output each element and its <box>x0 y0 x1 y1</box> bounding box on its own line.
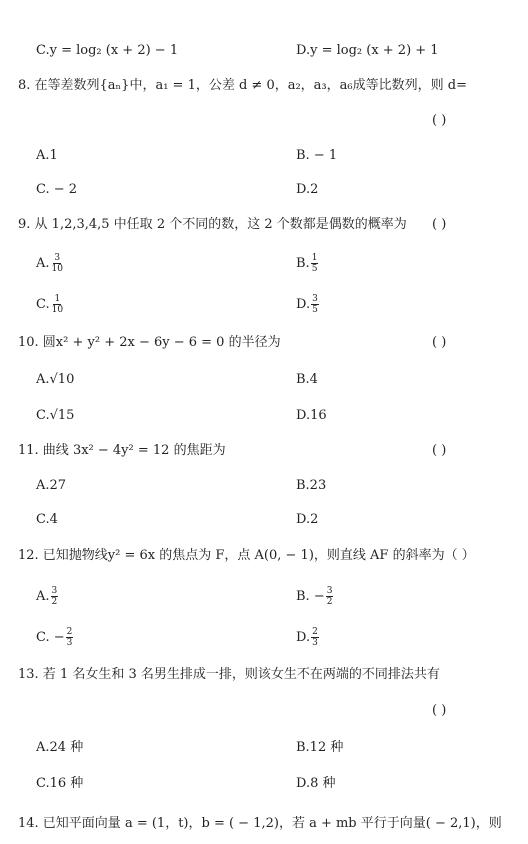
fraction-denominator: 10 <box>51 264 63 274</box>
q10-stem-row <box>0 332 528 354</box>
q8-options-row-cd <box>0 179 528 201</box>
q11-option-d: D.2 <box>296 512 319 527</box>
q8-paren-row <box>0 110 528 132</box>
q14-stem-row <box>0 813 528 835</box>
fraction-denominator: 2 <box>51 597 58 607</box>
q8-option-d: D.2 <box>296 182 319 197</box>
q8-stem-row <box>0 75 528 97</box>
fraction-denominator: 10 <box>51 305 64 315</box>
q9-option-d-label: D. <box>296 297 311 312</box>
q11-option-b: B.23 <box>296 478 327 493</box>
q12-option-a <box>36 584 58 610</box>
q12-option-b-label: B. − <box>296 589 325 604</box>
q13-option-b: B.12 种 <box>296 740 344 755</box>
q7-option-d: D.y = log₂ (x + 2) + 1 <box>296 43 439 58</box>
q11-stem-row <box>0 440 528 462</box>
q10-options-row-cd <box>0 405 528 427</box>
q10-options-row-ab <box>0 369 528 391</box>
q9-option-c-label: C. <box>36 297 50 312</box>
fraction-numerator: 1 <box>54 294 61 304</box>
q9-stem: 9. 从 1,2,3,4,5 中任取 2 个不同的数，这 2 个数都是偶数的概率为 <box>18 217 407 232</box>
q13-stem: 13. 若 1 名女生和 3 名男生排成一排，则该女生不在两端的不同排法共有 <box>18 667 440 682</box>
q10-option-a: A.√10 <box>36 372 75 387</box>
q8-options-row-ab <box>0 145 528 167</box>
q11-stem: 11. 曲线 3x² − 4y² = 12 的焦距为 <box>18 443 226 458</box>
fraction-numerator: 2 <box>66 627 73 637</box>
q12-option-c-label: C. − <box>36 630 65 645</box>
q13-answer-blank: ( ) <box>432 703 447 718</box>
q8-answer-blank: ( ) <box>432 113 447 128</box>
q10-option-d: D.16 <box>296 408 327 423</box>
q13-options-row-cd <box>0 773 528 795</box>
q13-paren-row <box>0 700 528 722</box>
q14-stem: 14. 已知平面向量 a = (1，t)，b = ( − 1,2)，若 a + mb 平行于向量( − 2,1)，则 <box>18 816 502 831</box>
q9-option-c-fraction <box>51 294 64 315</box>
q9-options-row-cd <box>0 292 528 318</box>
q12-option-c <box>36 625 73 651</box>
fraction-numerator: 3 <box>51 586 58 596</box>
q10-stem: 10. 圆x² + y² + 2x − 6y − 6 = 0 的半径为 <box>18 335 281 350</box>
fraction-numerator: 2 <box>312 627 318 637</box>
fraction-denominator: 5 <box>311 264 318 274</box>
fraction-numerator: 1 <box>311 253 318 263</box>
q12-options-row-ab <box>0 584 528 610</box>
q12-option-d <box>296 625 319 651</box>
q8-option-c: C. − 2 <box>36 182 78 197</box>
fraction-denominator: 3 <box>66 638 73 648</box>
q11-answer-blank: ( ) <box>432 443 447 458</box>
q12-options-row-cd <box>0 625 528 651</box>
q12-stem-row <box>0 545 528 567</box>
q9-answer-blank: ( ) <box>432 217 447 232</box>
q8-option-b: B. − 1 <box>296 148 338 163</box>
q11-options-row-cd <box>0 509 528 531</box>
q12-option-b-fraction <box>326 586 334 607</box>
q10-option-c: C.√15 <box>36 408 75 423</box>
q11-option-c: C.4 <box>36 512 58 527</box>
q9-option-a <box>36 251 64 277</box>
fraction-numerator: 3 <box>326 586 333 596</box>
q13-options-row-ab <box>0 737 528 759</box>
q8-stem: 8. 在等差数列{aₙ}中，a₁ = 1，公差 d ≠ 0，a₂，a₃，a₆成等比数列，则 d= <box>18 78 467 93</box>
q13-option-d: D.8 种 <box>296 776 336 791</box>
q9-option-b-label: B. <box>296 256 310 271</box>
q12-option-d-label: D. <box>296 630 311 645</box>
q12-option-c-fraction <box>66 627 74 648</box>
q9-option-a-label: A. <box>36 256 50 271</box>
q8-option-a: A.1 <box>36 148 58 163</box>
q10-option-b: B.4 <box>296 372 318 387</box>
q13-stem-row <box>0 664 528 686</box>
q12-option-d-fraction <box>311 627 319 648</box>
q9-option-d-fraction <box>311 294 319 315</box>
q13-option-c: C.16 种 <box>36 776 84 791</box>
fraction-numerator: 3 <box>312 294 318 304</box>
q12-option-a-fraction <box>51 586 59 607</box>
q7-options-row-cd <box>0 40 528 62</box>
q9-option-a-fraction <box>51 253 64 274</box>
q13-option-a: A.24 种 <box>36 740 84 755</box>
q9-option-c <box>36 292 64 318</box>
fraction-denominator: 3 <box>312 638 318 648</box>
fraction-numerator: 3 <box>54 253 61 263</box>
fraction-denominator: 2 <box>326 597 333 607</box>
q11-options-row-ab <box>0 475 528 497</box>
q9-option-d <box>296 292 319 318</box>
fraction-denominator: 5 <box>312 305 318 315</box>
q9-options-row-ab <box>0 251 528 277</box>
q11-option-a: A.27 <box>36 478 67 493</box>
q12-stem: 12. 已知抛物线y² = 6x 的焦点为 F，点 A(0, − 1)，则直线 AF 的斜率为（ ） <box>18 548 475 563</box>
q10-answer-blank: ( ) <box>432 335 447 350</box>
q12-option-a-label: A. <box>36 589 50 604</box>
q9-option-b <box>296 251 318 277</box>
q7-option-c: C.y = log₂ (x + 2) − 1 <box>36 43 179 58</box>
q9-stem-row <box>0 214 528 236</box>
q12-option-b <box>296 584 333 610</box>
q9-option-b-fraction <box>311 253 319 274</box>
